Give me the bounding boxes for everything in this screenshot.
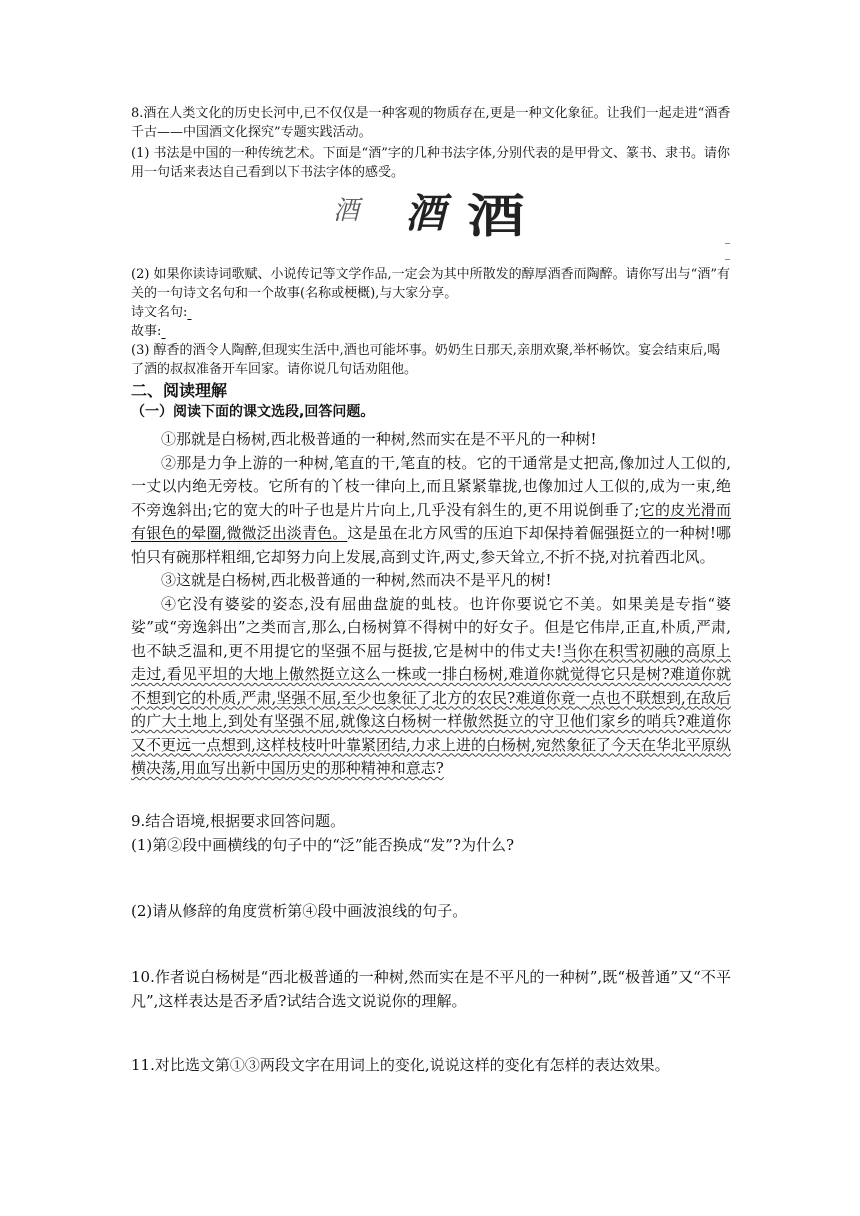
lishu-jiu-glyph: 酒 (467, 189, 525, 243)
passage-paragraph-3: ③这就是白杨树,西北极普通的一种树,然而决不是平凡的树! (161, 571, 552, 589)
passage-paragraph-2 (131, 452, 731, 570)
question-10 (131, 966, 731, 1013)
q8-part2-text: (2) 如果你读诗词歌赋、小说传记等文学作品,一定会为其中所散发的醇厚酒香而陶醉。请你写出与“酒”有关的一句诗文名句和一个故事(名称或梗概),与大家分享。 (131, 267, 730, 301)
q8-part1 (131, 144, 731, 182)
section-title: 二、阅读理解 (131, 381, 228, 400)
q11-text: 11.对比选文第①③两段文字在用词上的变化,说说这样的变化有怎样的表达效果。 (131, 1056, 670, 1074)
story-label: 故事: (131, 324, 162, 339)
q9-title: 9.结合语境,根据要求回答问题。 (131, 812, 346, 830)
calligraphy-images (0, 180, 860, 243)
q8-intro-text: 8.酒在人类文化的历史长河中,已不仅仅是一种客观的物质存在,更是一种文化象征。让我们一起走进“酒香千古——中国酒文化探究”专题实践活动。 (131, 106, 731, 140)
para2-underlined-sentence: 它的皮光滑而有银色的晕圈,微微泛出淡青色。 (131, 500, 731, 542)
q9-part1: (1)第②段中画横线的句子中的“泛”能否换成“发”?为什么? (131, 835, 515, 854)
para2-text-b: 这是虽在北方风雪的压迫下却保持着倔强挺立的一种树!哪怕只有碗那样粗细,它却努力向上发展,高到丈许,两丈,参天耸立,不折不挠,对抗着西北风。 (131, 524, 731, 566)
poem-answer-line (131, 303, 731, 322)
question-9-2 (131, 900, 731, 924)
q8-part1-text: (1) 书法是中国的一种传统艺术。下面是“酒”字的几种书法字体,分别代表的是甲骨文、篆书、隶书。请你用一句话来表达自己看到以下书法字体的感受。 (131, 146, 730, 180)
q10-text: 10.作者说白杨树是“西北极普通的一种树,然而实在是不平凡的一种树”,既“极普通”又“不平凡”,这样表达是否矛盾?试结合选文说说你的理解。 (131, 968, 731, 1010)
margin-mark (725, 259, 730, 260)
question-9 (131, 810, 731, 857)
passage-paragraph-1: ①那就是白杨树,西北极普通的一种树,然而实在是不平凡的一种树! (161, 430, 597, 448)
q8-intro (131, 104, 731, 142)
margin-mark (725, 243, 730, 244)
story-answer-line (131, 322, 731, 341)
q8-part2 (131, 265, 731, 379)
poem-label: 诗文名句: (131, 305, 188, 320)
passage (131, 428, 731, 781)
section-reading (131, 380, 731, 422)
passage-paragraph-4 (131, 593, 731, 781)
para2-text-a: ②那是力争上游的一种树,笔直的干,笔直的枝。它的干通常是丈把高,像加过人工似的,一丈以内绝无旁枝。它所有的丫枝一律向上,而且紧紧靠拢,也像加过人工似的,成为一束,绝不旁逸斜出;它的宽大的叶子也是片片向上,几乎没有斜生的,更不用说倒垂了; (131, 453, 731, 519)
jiaguwen-jiu-glyph: 酒 (333, 196, 360, 226)
para4-wavy-sentence: 当你在积雪初融的高原上走过,看见平坦的大地上傲然挺立这么一株或一排白杨树,难道你就觉得它只是树?难道你就不想到它的朴质,严肃,坚强不屈,至少也象征了北方的农民?难道你竟一点也不联想到,在敌后的广大土地上,到处有坚强不屈,就像这白杨树一样傲然挺立的守卫他们家乡的哨兵?难道你又不更远一点想到,这样枝枝叶叶靠紧团结,力求上进的白杨树,宛然象征了今天在华北平原纵横决荡,用血写出新中国历史的那种精神和意志? (131, 641, 731, 777)
section-subtitle: （一）阅读下面的课文选段,回答问题。 (131, 404, 375, 420)
para4-text-a: ④它没有婆娑的姿态,没有屈曲盘旋的虬枝。也许你要说它不美。如果美是专指“婆娑”或“旁逸斜出”之类而言,那么,白杨树算不得树中的好女子。但是它伟岸,正直,朴质,严肃,也不缺乏温和,更不用提它的坚强不屈与挺拔,它是树中的伟丈夫! (131, 594, 731, 660)
q8-part3-text: (3) 醇香的酒令人陶醉,但现实生活中,酒也可能坏事。奶奶生日那天,亲朋欢聚,举杯畅饮。宴会结束后,喝了酒的叔叔准备开车回家。请你说几句话劝阻他。 (131, 343, 721, 377)
q9-part2: (2)请从修辞的角度赏析第④段中画波浪线的句子。 (131, 902, 468, 920)
question-11 (131, 1054, 731, 1078)
zhuanshu-jiu-glyph: 酒 (405, 190, 445, 237)
